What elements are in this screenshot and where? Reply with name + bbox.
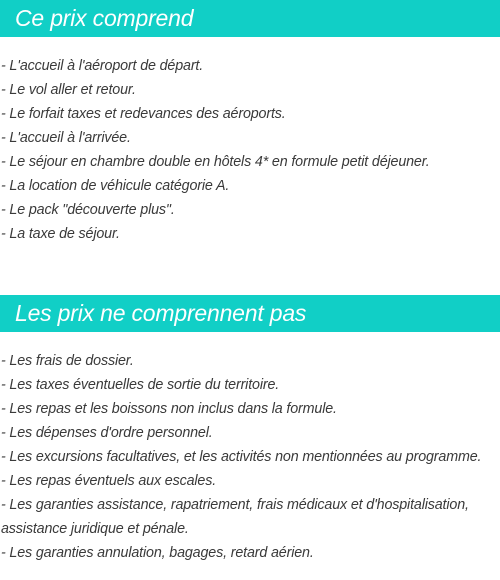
included-item: - La location de véhicule catégorie A. bbox=[1, 178, 230, 194]
included-item: - Le vol aller et retour. bbox=[1, 82, 136, 98]
included-item: - Le séjour en chambre double en hôtels 4* en formule petit déjeuner. bbox=[1, 154, 430, 170]
excluded-section bbox=[0, 295, 500, 565]
excluded-item: - Les frais de dossier. bbox=[1, 353, 134, 369]
excluded-item: - Les garanties assistance, rapatriement, frais médicaux et d'hospitalisation, assistance juridique et pénale. bbox=[1, 497, 469, 537]
included-item: - Le pack "découverte plus". bbox=[1, 202, 175, 218]
included-item: - Le forfait taxes et redevances des aéroports. bbox=[1, 106, 286, 122]
excluded-item: - Les repas éventuels aux escales. bbox=[1, 473, 217, 489]
excluded-section-title: Les prix ne comprennent pas bbox=[0, 295, 500, 332]
excluded-item: - Les repas et les boissons non inclus dans la formule. bbox=[1, 401, 337, 417]
included-item: - La taxe de séjour. bbox=[1, 226, 120, 242]
included-item: - L'accueil à l'arrivée. bbox=[1, 130, 131, 146]
excluded-item: - Les garanties annulation, bagages, retard aérien. bbox=[1, 545, 314, 561]
included-section-title: Ce prix comprend bbox=[0, 0, 500, 37]
included-items-list bbox=[0, 54, 500, 246]
included-section bbox=[0, 0, 500, 246]
excluded-items-list bbox=[0, 349, 500, 565]
excluded-item: - Les dépenses d'ordre personnel. bbox=[1, 425, 213, 441]
excluded-item: - Les taxes éventuelles de sortie du territoire. bbox=[1, 377, 280, 393]
included-item: - L'accueil à l'aéroport de départ. bbox=[1, 58, 204, 74]
excluded-item: - Les excursions facultatives, et les activités non mentionnées au programme. bbox=[1, 449, 482, 465]
